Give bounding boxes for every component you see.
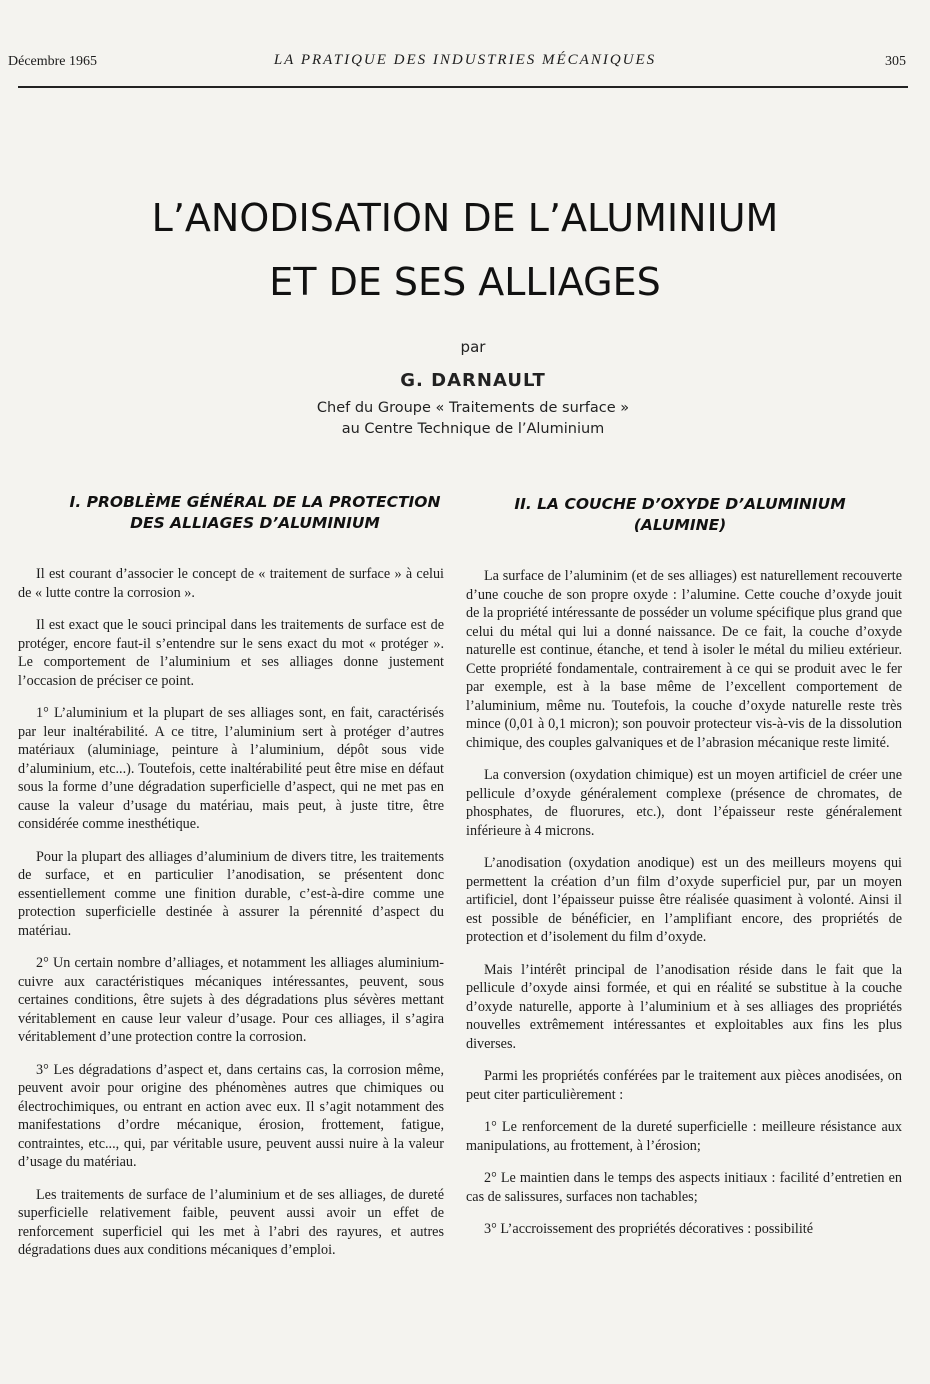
issue-date: Décembre 1965 xyxy=(8,54,98,69)
article-title-line-1: L’ANODISATION DE L’ALUMINIUM xyxy=(151,196,779,240)
running-header xyxy=(0,48,930,78)
paragraph: L’anodisation (oxydation anodique) est un des meilleurs moyens qui permettent la création d’un film d’oxyde superficiel pur, par un moyen artificiel, dont l’épaisseur puisse être réalisée quasiment à volonté. Ainsi il est possible de bénéficier, en l’amplifiant encore, des propriétés de protection et d’isolement du film d’oxyde. xyxy=(466,855,902,945)
paragraph: La conversion (oxydation chimique) est un moyen artificiel de créer une pellicule d’oxyde généralement complexe (présence de chromates, de phosphates, de fluorures, etc.), dont l’épaisseur reste généralement inférieure à 4 microns. xyxy=(466,767,902,839)
page-number: 305 xyxy=(885,54,906,69)
right-column xyxy=(466,567,902,1253)
paragraph: 3° Les dégradations d’aspect et, dans certains cas, la corrosion même, peuvent avoir pour origine des phénomènes autres que chimiques ou électrochimiques, ou entrant en action avec eux. Il s’agit notamment des manifestations d’ordre mécanique, érosion, frottement, fatigue, contraintes, etc..., qui, par véritable usure, peuvent aussi nuire à la valeur d’usage du matériau. xyxy=(18,1061,444,1170)
article-title-line-2: ET DE SES ALLIAGES xyxy=(269,260,661,304)
section-2-heading-line-1: II. LA COUCHE D’OXYDE D’ALUMINIUM xyxy=(514,495,846,513)
journal-title: LA PRATIQUE DES INDUSTRIES MÉCANIQUES xyxy=(273,52,657,68)
section-1-heading-line-2: DES ALLIAGES D’ALUMINIUM xyxy=(130,514,380,532)
paragraph: 1° L’aluminium et la plupart de ses alliages sont, en fait, caractérisés par leur inaltérabilité. A ce titre, l’aluminium sert à protéger d’autres matériaux (aluminiage, peinture à l’aluminium, dépôt sous vide d’aluminium, etc...). Toutefois, cette inaltérabilité peut être mise en défaut sous la forme d’une dégradation superficielle d’aspect, qui ne met pas en cause la valeur d’usage du matériau, mais peut, à juste titre, être considérée comme inesthétique. xyxy=(18,705,444,832)
section-2-heading xyxy=(470,494,890,536)
author-affiliation-2: au Centre Technique de l’Aluminium xyxy=(341,421,605,437)
byline-par: par xyxy=(460,338,486,356)
paragraph: Pour la plupart des alliages d’aluminium de divers titre, les traitements de surface, et en particulier l’anodisation, se présentent donc essentiellement comme une finition durable, c’est-à-dire comme une protection superficielle destinée à assurer la pérennité d’aspect du matériau. xyxy=(18,848,444,939)
author-name: G. DARNAULT xyxy=(400,370,546,391)
section-1-heading xyxy=(60,492,450,534)
paragraph: Il est exact que le souci principal dans les traitements de surface est de protéger, encore faut-il s’entendre sur le sens exact du mot « protéger ». Le comportement de l’aluminium et ses alliages donne justement l’occasion de préciser ce point. xyxy=(18,617,444,689)
paragraph: Mais l’intérêt principal de l’anodisation réside dans le fait que la pellicule d’oxyde ainsi formée, et qui en réalité se substitue à la couche d’oxyde naturelle, apporte à l’aluminium et à ses alliages des propriétés nouvelles extrêmement intéressantes et exploitables aux fins les plus diverses. xyxy=(466,961,902,1052)
paragraph: Il est courant d’associer le concept de « traitement de surface » à celui de « lutte contre la corrosion ». xyxy=(18,566,444,601)
author-affiliation-1: Chef du Groupe « Traitements de surface » xyxy=(316,400,630,416)
left-column xyxy=(18,565,444,1274)
section-1-heading-line-1: I. PROBLÈME GÉNÉRAL DE LA PROTECTION xyxy=(69,493,441,511)
paragraph: 1° Le renforcement de la dureté superficielle : meilleure résistance aux manipulations, au frottement, à l’érosion; xyxy=(466,1119,902,1154)
paragraph: Les traitements de surface de l’aluminium et de ses alliages, de dureté superficielle relativement faible, peuvent aussi avoir un effet de renforcement superficiel qui les met à l’abri des rayures, et autres dégradations dues aux conditions mécaniques d’emploi. xyxy=(18,1186,444,1258)
paragraph: La surface de l’aluminim (et de ses alliages) est naturellement recouverte d’une couche de son propre oxyde : l’alumine. Cette couche d’oxyde jouit de la propriété intéressante de posséder un volume spécifique plus grand que celui du métal qui lui a donné naissance. De ce fait, la couche d’oxyde naturelle est continue, étanche, et tend à isoler le métal du milieu extérieur. Cette propriété fondamentale, contrairement à ce qui se produit avec le fer par exemple, est à la base même de l’excellent comportement de l’aluminium, même nu. Toutefois, la couche d’oxyde naturelle reste très mince (0,01 à 0,1 micron); son pouvoir protecteur vis-à-vis de la dissolution chimique, des couples galvaniques et de l’abrasion mécanique reste limité. xyxy=(466,568,902,751)
paragraph: 2° Le maintien dans le temps des aspects initiaux : facilité d’entretien en cas de salissures, surfaces non tachables; xyxy=(466,1170,902,1205)
paragraph: 3° L’accroissement des propriétés décoratives : possibilité xyxy=(484,1221,814,1237)
header-rule xyxy=(18,86,908,88)
section-2-heading-line-2: (ALUMINE) xyxy=(633,516,727,534)
paragraph: Parmi les propriétés conférées par le traitement aux pièces anodisées, on peut citer particulièrement : xyxy=(466,1068,902,1103)
paragraph: 2° Un certain nombre d’alliages, et notamment les alliages aluminium-cuivre aux caractéristiques mécaniques intéressantes, peuvent, sous certaines conditions, être sujets à des dégradations plus sévères mettant véritablement en cause leur valeur d’usage. Pour ces alliages, il s’agira véritablement d’une protection contre la corrosion. xyxy=(18,955,444,1045)
